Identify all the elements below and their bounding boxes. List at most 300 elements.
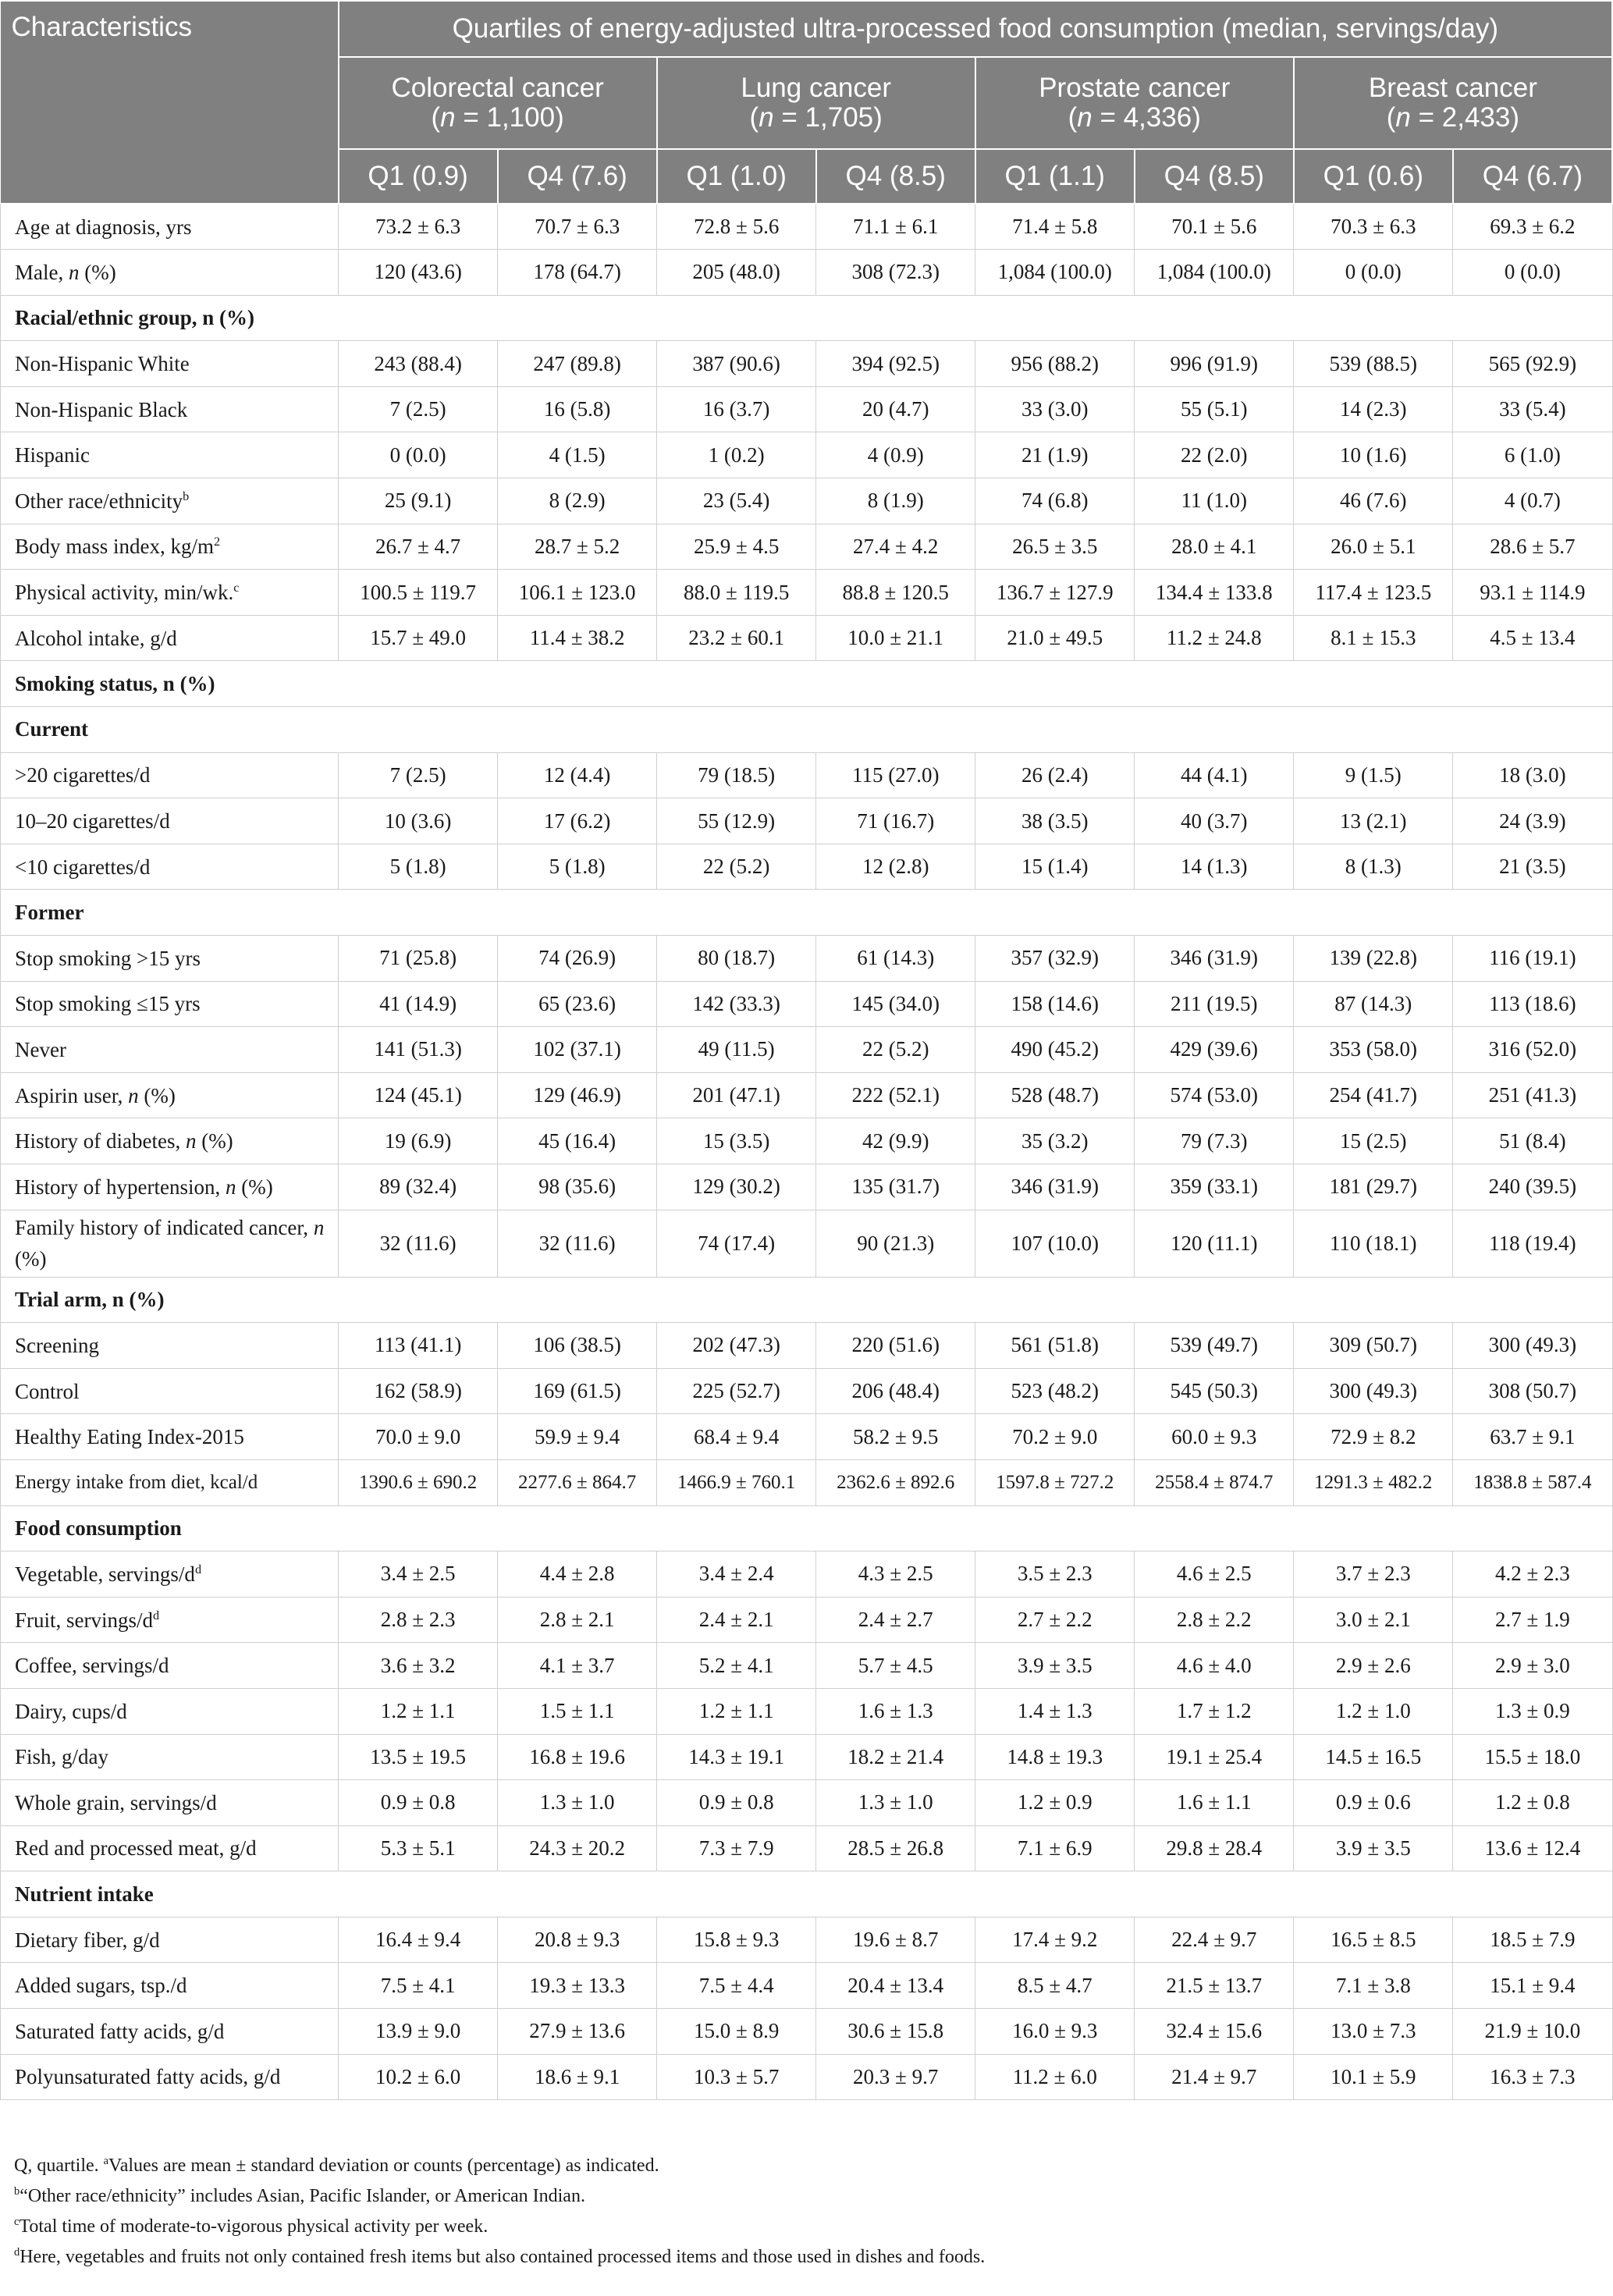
table-cell: 1.2 ± 0.9 bbox=[975, 1780, 1135, 1826]
table-cell: 11.4 ± 38.2 bbox=[498, 615, 657, 661]
table-cell: 102 (37.1) bbox=[498, 1027, 657, 1073]
table-cell: 59.9 ± 9.4 bbox=[498, 1414, 657, 1460]
table-cell: 1.4 ± 1.3 bbox=[975, 1688, 1135, 1734]
table-cell: 98 (35.6) bbox=[498, 1164, 657, 1210]
table-cell: 70.2 ± 9.0 bbox=[975, 1414, 1135, 1460]
table-cell: 21.5 ± 13.7 bbox=[1135, 1963, 1294, 2009]
table-cell: 1.3 ± 1.0 bbox=[498, 1780, 657, 1826]
table-row bbox=[1, 1597, 1613, 1643]
table-cell: 21 (1.9) bbox=[975, 432, 1135, 478]
table-body bbox=[1, 204, 1613, 2100]
table-cell: 65 (23.6) bbox=[498, 981, 657, 1027]
table-cell: 1.2 ± 1.0 bbox=[1294, 1688, 1453, 1734]
table-cell: 243 (88.4) bbox=[339, 341, 498, 387]
table-cell: 2558.4 ± 874.7 bbox=[1135, 1459, 1294, 1505]
table-cell: 7.5 ± 4.1 bbox=[339, 1963, 498, 2009]
table-cell: 0.9 ± 0.8 bbox=[657, 1780, 816, 1826]
table-cell: 87 (14.3) bbox=[1294, 981, 1453, 1027]
header-quartile: Q1 (0.9) bbox=[339, 149, 498, 204]
table-cell: 1,084 (100.0) bbox=[975, 250, 1135, 296]
table-cell: 1.3 ± 1.0 bbox=[816, 1780, 975, 1826]
table-cell: 16 (5.8) bbox=[498, 386, 657, 432]
table-cell: 0 (0.0) bbox=[339, 432, 498, 478]
table-cell: 1291.3 ± 482.2 bbox=[1294, 1459, 1453, 1505]
table-row bbox=[1, 615, 1613, 661]
table-row bbox=[1, 2054, 1613, 2100]
table-cell: 15.0 ± 8.9 bbox=[657, 2009, 816, 2055]
table-cell: 10 (1.6) bbox=[1294, 432, 1453, 478]
table-cell: 26 (2.4) bbox=[975, 752, 1135, 798]
header-quartile: Q4 (8.5) bbox=[816, 149, 975, 204]
table-cell: 539 (88.5) bbox=[1294, 341, 1453, 387]
table-cell: 16.3 ± 7.3 bbox=[1453, 2054, 1612, 2100]
table-cell: 429 (39.6) bbox=[1135, 1027, 1294, 1073]
table-cell: 1838.8 ± 587.4 bbox=[1453, 1459, 1612, 1505]
table-row bbox=[1, 1414, 1613, 1460]
footnote: $^d$Here, vegetables and fruits not only contained fresh items but also contained processed items and those used in dishes and foods. bbox=[14, 2246, 986, 2267]
table-cell: 240 (39.5) bbox=[1453, 1164, 1612, 1210]
table-cell: 15 (3.5) bbox=[657, 1118, 816, 1164]
table-cell: 27.4 ± 4.2 bbox=[816, 524, 975, 570]
table-cell: 21.4 ± 9.7 bbox=[1135, 2054, 1294, 2100]
table-cell: 16.8 ± 19.6 bbox=[498, 1734, 657, 1780]
table-cell: 22 (2.0) bbox=[1135, 432, 1294, 478]
table-row bbox=[1, 1210, 1613, 1277]
n-symbol: n bbox=[68, 260, 80, 284]
row-label: Healthy Eating Index-2015 bbox=[1, 1414, 339, 1460]
table-cell: 12 (2.8) bbox=[816, 844, 975, 890]
table-cell: 22 (5.2) bbox=[816, 1027, 975, 1073]
table-row bbox=[1, 798, 1613, 844]
table-cell: 71 (25.8) bbox=[339, 936, 498, 982]
table-cell: 6 (1.0) bbox=[1453, 432, 1612, 478]
row-label: Never bbox=[1, 1027, 339, 1073]
table-cell: 106 (38.5) bbox=[498, 1323, 657, 1369]
header-quartiles-title: Quartiles of energy-adjusted ultra-processed food consumption (median, servings/day) bbox=[339, 1, 1612, 57]
table-cell: 69.3 ± 6.2 bbox=[1453, 204, 1612, 250]
table-cell: 225 (52.7) bbox=[657, 1368, 816, 1414]
table-row bbox=[1, 432, 1613, 478]
table-cell: 4.6 ± 2.5 bbox=[1135, 1551, 1294, 1598]
table-cell: 202 (47.3) bbox=[657, 1323, 816, 1369]
table-cell: 7.3 ± 7.9 bbox=[657, 1825, 816, 1871]
table-cell: 22.4 ± 9.7 bbox=[1135, 1917, 1294, 1963]
table-cell: 136.7 ± 127.9 bbox=[975, 570, 1135, 616]
table-cell: 2.8 ± 2.2 bbox=[1135, 1597, 1294, 1643]
footnote: $^c$Total time of moderate-to-vigorous physical activity per week. bbox=[14, 2216, 489, 2237]
table-row bbox=[1, 844, 1613, 890]
section-row bbox=[1, 707, 1613, 753]
table-cell: 142 (33.3) bbox=[657, 981, 816, 1027]
table-cell: 1597.8 ± 727.2 bbox=[975, 1459, 1135, 1505]
footnote-marker: d bbox=[194, 1562, 202, 1576]
table-cell: 55 (12.9) bbox=[657, 798, 816, 844]
row-label: Screening bbox=[1, 1323, 339, 1369]
table-cell: 18.2 ± 21.4 bbox=[816, 1734, 975, 1780]
table-cell: 956 (88.2) bbox=[975, 341, 1135, 387]
table-cell: 0.9 ± 0.8 bbox=[339, 1780, 498, 1826]
table-cell: 115 (27.0) bbox=[816, 752, 975, 798]
table-row bbox=[1, 1118, 1613, 1164]
table-cell: 308 (72.3) bbox=[816, 250, 975, 296]
header-quartile: Q1 (0.6) bbox=[1294, 149, 1453, 204]
row-label: Dairy, cups/d bbox=[1, 1688, 339, 1734]
table-row bbox=[1, 250, 1613, 296]
table-cell: 490 (45.2) bbox=[975, 1027, 1135, 1073]
table-cell: 5.3 ± 5.1 bbox=[339, 1825, 498, 1871]
table-cell: 117.4 ± 123.5 bbox=[1294, 570, 1453, 616]
table-cell: 106.1 ± 123.0 bbox=[498, 570, 657, 616]
table-cell: 4.2 ± 2.3 bbox=[1453, 1551, 1612, 1598]
row-label: Saturated fatty acids, g/d bbox=[1, 2009, 339, 2055]
table-cell: 61 (14.3) bbox=[816, 936, 975, 982]
table-cell: 220 (51.6) bbox=[816, 1323, 975, 1369]
group-n: (n = 1,705) bbox=[749, 102, 883, 133]
row-label: Red and processed meat, g/d bbox=[1, 1825, 339, 1871]
n-symbol: n bbox=[440, 102, 456, 133]
table-cell: 2277.6 ± 864.7 bbox=[498, 1459, 657, 1505]
table-cell: 8 (1.3) bbox=[1294, 844, 1453, 890]
table-cell: 178 (64.7) bbox=[498, 250, 657, 296]
table-cell: 28.7 ± 5.2 bbox=[498, 524, 657, 570]
table-row bbox=[1, 478, 1613, 524]
table-cell: 90 (21.3) bbox=[816, 1210, 975, 1277]
table-cell: 23 (5.4) bbox=[657, 478, 816, 524]
table-cell: 63.7 ± 9.1 bbox=[1453, 1414, 1612, 1460]
table-cell: 3.4 ± 2.5 bbox=[339, 1551, 498, 1598]
table-cell: 16.5 ± 8.5 bbox=[1294, 1917, 1453, 1963]
table-cell: 42 (9.9) bbox=[816, 1118, 975, 1164]
table-cell: 247 (89.8) bbox=[498, 341, 657, 387]
row-label: Non-Hispanic Black bbox=[1, 386, 339, 432]
table-cell: 20.3 ± 9.7 bbox=[816, 2054, 975, 2100]
table-cell: 7 (2.5) bbox=[339, 386, 498, 432]
table-cell: 107 (10.0) bbox=[975, 1210, 1135, 1277]
table-cell: 10.0 ± 21.1 bbox=[816, 615, 975, 661]
table-cell: 74 (17.4) bbox=[657, 1210, 816, 1277]
table-cell: 45 (16.4) bbox=[498, 1118, 657, 1164]
table-cell: 93.1 ± 114.9 bbox=[1453, 570, 1612, 616]
table-cell: 2.4 ± 2.7 bbox=[816, 1597, 975, 1643]
table-cell: 8.1 ± 15.3 bbox=[1294, 615, 1453, 661]
n-symbol: n bbox=[1395, 102, 1411, 133]
table-cell: 10.2 ± 6.0 bbox=[339, 2054, 498, 2100]
table-cell: 4.6 ± 4.0 bbox=[1135, 1643, 1294, 1689]
table-cell: 23.2 ± 60.1 bbox=[657, 615, 816, 661]
header-group-cancer bbox=[657, 57, 975, 149]
table-cell: 134.4 ± 133.8 bbox=[1135, 570, 1294, 616]
table-cell: 88.8 ± 120.5 bbox=[816, 570, 975, 616]
table-row bbox=[1, 1027, 1613, 1073]
table-cell: 129 (46.9) bbox=[498, 1072, 657, 1118]
table-cell: 2362.6 ± 892.6 bbox=[816, 1459, 975, 1505]
table-cell: 7.1 ± 3.8 bbox=[1294, 1963, 1453, 2009]
table-cell: 18 (3.0) bbox=[1453, 752, 1612, 798]
row-label: History of diabetes, n (%) bbox=[1, 1118, 339, 1164]
table-cell: 19.6 ± 8.7 bbox=[816, 1917, 975, 1963]
footnote: Q, quartile. $^a$Values are mean ± standard deviation or counts (percentage) as indicated. bbox=[14, 2155, 659, 2176]
table-cell: 38 (3.5) bbox=[975, 798, 1135, 844]
table-cell: 3.9 ± 3.5 bbox=[975, 1643, 1135, 1689]
table-cell: 11.2 ± 6.0 bbox=[975, 2054, 1135, 2100]
table-cell: 14.5 ± 16.5 bbox=[1294, 1734, 1453, 1780]
table-row bbox=[1, 981, 1613, 1027]
row-label: >20 cigarettes/d bbox=[1, 752, 339, 798]
table-cell: 13.0 ± 7.3 bbox=[1294, 2009, 1453, 2055]
table-cell: 21.9 ± 10.0 bbox=[1453, 2009, 1612, 2055]
row-label: Physical activity, min/wk.$^c$ bbox=[1, 570, 339, 616]
row-label: Body mass index, $kg/m^2$ bbox=[1, 524, 339, 570]
table-cell: 561 (51.8) bbox=[975, 1323, 1135, 1369]
footnotes bbox=[14, 2151, 1598, 2273]
table-cell: 359 (33.1) bbox=[1135, 1164, 1294, 1210]
table-cell: 15 (1.4) bbox=[975, 844, 1135, 890]
table-row bbox=[1, 1780, 1613, 1826]
table-cell: 3.4 ± 2.4 bbox=[657, 1551, 816, 1598]
table-cell: 129 (30.2) bbox=[657, 1164, 816, 1210]
row-label: Polyunsaturated fatty acids, g/d bbox=[1, 2054, 339, 2100]
table-cell: 1.6 ± 1.3 bbox=[816, 1688, 975, 1734]
table-header bbox=[1, 1, 1613, 204]
table-cell: 139 (22.8) bbox=[1294, 936, 1453, 982]
table-cell: 21 (3.5) bbox=[1453, 844, 1612, 890]
table-cell: 13.5 ± 19.5 bbox=[339, 1734, 498, 1780]
table-cell: 10 (3.6) bbox=[339, 798, 498, 844]
table-cell: 120 (43.6) bbox=[339, 250, 498, 296]
table-cell: 0.9 ± 0.6 bbox=[1294, 1780, 1453, 1826]
table-cell: 222 (52.1) bbox=[816, 1072, 975, 1118]
table-cell: 21.0 ± 49.5 bbox=[975, 615, 1135, 661]
footnote-marker: b bbox=[183, 489, 190, 503]
table-cell: 11.2 ± 24.8 bbox=[1135, 615, 1294, 661]
row-label: History of hypertension, n (%) bbox=[1, 1164, 339, 1210]
table-cell: 24.3 ± 20.2 bbox=[498, 1825, 657, 1871]
table-cell: 4 (1.5) bbox=[498, 432, 657, 478]
table-cell: 16.0 ± 9.3 bbox=[975, 2009, 1135, 2055]
table-cell: 100.5 ± 119.7 bbox=[339, 570, 498, 616]
table-cell: 1 (0.2) bbox=[657, 432, 816, 478]
table-cell: 72.8 ± 5.6 bbox=[657, 204, 816, 250]
table-cell: 135 (31.7) bbox=[816, 1164, 975, 1210]
table-cell: 3.5 ± 2.3 bbox=[975, 1551, 1135, 1598]
table-cell: 14.3 ± 19.1 bbox=[657, 1734, 816, 1780]
table-cell: 15 (2.5) bbox=[1294, 1118, 1453, 1164]
table-cell: 201 (47.1) bbox=[657, 1072, 816, 1118]
table-cell: 20.8 ± 9.3 bbox=[498, 1917, 657, 1963]
table-cell: 40 (3.7) bbox=[1135, 798, 1294, 844]
table-cell: 539 (49.7) bbox=[1135, 1323, 1294, 1369]
header-group-cancer bbox=[1294, 57, 1612, 149]
row-label: Dietary fiber, g/d bbox=[1, 1917, 339, 1963]
table-cell: 22 (5.2) bbox=[657, 844, 816, 890]
table-cell: 70.0 ± 9.0 bbox=[339, 1414, 498, 1460]
table-cell: 19.3 ± 13.3 bbox=[498, 1963, 657, 2009]
table-cell: 15.5 ± 18.0 bbox=[1453, 1734, 1612, 1780]
table-cell: 8 (2.9) bbox=[498, 478, 657, 524]
table-cell: 1466.9 ± 760.1 bbox=[657, 1459, 816, 1505]
footnote-marker: a bbox=[103, 2155, 109, 2167]
group-n: (n = 4,336) bbox=[1068, 102, 1201, 133]
table-cell: 10.3 ± 5.7 bbox=[657, 2054, 816, 2100]
table-row bbox=[1, 2009, 1613, 2055]
table-cell: 118 (19.4) bbox=[1453, 1210, 1612, 1277]
table-row bbox=[1, 1688, 1613, 1734]
table-cell: 996 (91.9) bbox=[1135, 341, 1294, 387]
table-cell: 1.3 ± 0.9 bbox=[1453, 1688, 1612, 1734]
table-cell: 254 (41.7) bbox=[1294, 1072, 1453, 1118]
group-name: Breast cancer bbox=[1368, 73, 1537, 103]
table-cell: 2.8 ± 2.3 bbox=[339, 1597, 498, 1643]
table-cell: 73.2 ± 6.3 bbox=[339, 204, 498, 250]
table-cell: 15.1 ± 9.4 bbox=[1453, 1963, 1612, 2009]
row-label: Vegetable, servings/$d^d$ bbox=[1, 1551, 339, 1598]
table-cell: 2.8 ± 2.1 bbox=[498, 1597, 657, 1643]
table-cell: 205 (48.0) bbox=[657, 250, 816, 296]
table-cell: 70.1 ± 5.6 bbox=[1135, 204, 1294, 250]
table-cell: 18.5 ± 7.9 bbox=[1453, 1917, 1612, 1963]
table-row bbox=[1, 1643, 1613, 1689]
section-label: Former bbox=[1, 890, 1613, 936]
table-cell: 387 (90.6) bbox=[657, 341, 816, 387]
header-quartile: Q1 (1.1) bbox=[975, 149, 1135, 204]
table-cell: 8 (1.9) bbox=[816, 478, 975, 524]
table-cell: 10.1 ± 5.9 bbox=[1294, 2054, 1453, 2100]
table-cell: 5.7 ± 4.5 bbox=[816, 1643, 975, 1689]
table-row bbox=[1, 1825, 1613, 1871]
table-cell: 574 (53.0) bbox=[1135, 1072, 1294, 1118]
table-cell: 19.1 ± 25.4 bbox=[1135, 1734, 1294, 1780]
table-cell: 72.9 ± 8.2 bbox=[1294, 1414, 1453, 1460]
section-row bbox=[1, 1871, 1613, 1917]
group-name: Colorectal cancer bbox=[391, 73, 604, 103]
table-cell: 71 (16.7) bbox=[816, 798, 975, 844]
table-cell: 18.6 ± 9.1 bbox=[498, 2054, 657, 2100]
table-cell: 308 (50.7) bbox=[1453, 1368, 1612, 1414]
section-label: Food consumption bbox=[1, 1505, 1613, 1551]
table-cell: 17.4 ± 9.2 bbox=[975, 1917, 1135, 1963]
table-cell: 49 (11.5) bbox=[657, 1027, 816, 1073]
table-cell: 4.5 ± 13.4 bbox=[1453, 615, 1612, 661]
table-cell: 0 (0.0) bbox=[1453, 250, 1612, 296]
table-row bbox=[1, 1323, 1613, 1369]
table-cell: 41 (14.9) bbox=[339, 981, 498, 1027]
table-cell: 2.7 ± 2.2 bbox=[975, 1597, 1135, 1643]
table-cell: 13.6 ± 12.4 bbox=[1453, 1825, 1612, 1871]
table-cell: 89 (32.4) bbox=[339, 1164, 498, 1210]
table-cell: 79 (7.3) bbox=[1135, 1118, 1294, 1164]
table-cell: 3.6 ± 3.2 bbox=[339, 1643, 498, 1689]
n-symbol: n bbox=[185, 1129, 197, 1153]
table-cell: 141 (51.3) bbox=[339, 1027, 498, 1073]
table-cell: 346 (31.9) bbox=[975, 1164, 1135, 1210]
table-cell: 5 (1.8) bbox=[339, 844, 498, 890]
table-cell: 3.7 ± 2.3 bbox=[1294, 1551, 1453, 1598]
group-name: Lung cancer bbox=[741, 73, 891, 103]
section-row bbox=[1, 1505, 1613, 1551]
table-cell: 28.0 ± 4.1 bbox=[1135, 524, 1294, 570]
table-cell: 35 (3.2) bbox=[975, 1118, 1135, 1164]
table-cell: 32 (11.6) bbox=[498, 1210, 657, 1277]
header-quartile: Q4 (7.6) bbox=[498, 149, 657, 204]
row-label: Whole grain, servings/d bbox=[1, 1780, 339, 1826]
header-quartile: Q4 (8.5) bbox=[1135, 149, 1294, 204]
section-label: Trial arm, n (%) bbox=[1, 1277, 1613, 1323]
table-cell: 5 (1.8) bbox=[498, 844, 657, 890]
table-cell: 300 (49.3) bbox=[1453, 1323, 1612, 1369]
table-cell: 20.4 ± 13.4 bbox=[816, 1963, 975, 2009]
table-cell: 11 (1.0) bbox=[1135, 478, 1294, 524]
table-cell: 346 (31.9) bbox=[1135, 936, 1294, 982]
table-cell: 71.1 ± 6.1 bbox=[816, 204, 975, 250]
table-cell: 2.9 ± 3.0 bbox=[1453, 1643, 1612, 1689]
table-cell: 14 (1.3) bbox=[1135, 844, 1294, 890]
table-row bbox=[1, 1459, 1613, 1505]
table-cell: 4 (0.9) bbox=[816, 432, 975, 478]
table-cell: 211 (19.5) bbox=[1135, 981, 1294, 1027]
table-cell: 14.8 ± 19.3 bbox=[975, 1734, 1135, 1780]
footnote-marker: d bbox=[153, 1608, 160, 1622]
row-label: Family history of indicated cancer, n (%) bbox=[1, 1210, 339, 1277]
table-cell: 70.3 ± 6.3 bbox=[1294, 204, 1453, 250]
table-cell: 27.9 ± 13.6 bbox=[498, 2009, 657, 2055]
table-cell: 116 (19.1) bbox=[1453, 936, 1612, 982]
table-cell: 124 (45.1) bbox=[339, 1072, 498, 1118]
table-cell: 3.0 ± 2.1 bbox=[1294, 1597, 1453, 1643]
table-cell: 51 (8.4) bbox=[1453, 1118, 1612, 1164]
table-cell: 58.2 ± 9.5 bbox=[816, 1414, 975, 1460]
footnote-marker: d bbox=[14, 2246, 20, 2259]
table-row bbox=[1, 204, 1613, 250]
table-cell: 15.7 ± 49.0 bbox=[339, 615, 498, 661]
table-cell: 26.7 ± 4.7 bbox=[339, 524, 498, 570]
table-row bbox=[1, 936, 1613, 982]
row-label: Age at diagnosis, yrs bbox=[1, 204, 339, 250]
n-symbol: n bbox=[128, 1083, 139, 1107]
table-row bbox=[1, 1368, 1613, 1414]
footnote-marker: b bbox=[14, 2185, 20, 2198]
table-cell: 1390.6 ± 690.2 bbox=[339, 1459, 498, 1505]
section-label: Smoking status, n (%) bbox=[1, 661, 1613, 707]
table-cell: 206 (48.4) bbox=[816, 1368, 975, 1414]
table-cell: 1.7 ± 1.2 bbox=[1135, 1688, 1294, 1734]
table-cell: 74 (6.8) bbox=[975, 478, 1135, 524]
table-cell: 1.2 ± 1.1 bbox=[657, 1688, 816, 1734]
row-label: Hispanic bbox=[1, 432, 339, 478]
footnote-marker: 2 bbox=[214, 535, 221, 549]
table-cell: 88.0 ± 119.5 bbox=[657, 570, 816, 616]
table-cell: 32.4 ± 15.6 bbox=[1135, 2009, 1294, 2055]
n-symbol: n bbox=[759, 102, 774, 133]
table-cell: 353 (58.0) bbox=[1294, 1027, 1453, 1073]
table-cell: 5.2 ± 4.1 bbox=[657, 1643, 816, 1689]
table-cell: 181 (29.7) bbox=[1294, 1164, 1453, 1210]
section-row bbox=[1, 661, 1613, 707]
table-cell: 251 (41.3) bbox=[1453, 1072, 1612, 1118]
row-label: Fruit, servings/$d^d$ bbox=[1, 1597, 339, 1643]
table-cell: 55 (5.1) bbox=[1135, 386, 1294, 432]
table-cell: 113 (18.6) bbox=[1453, 981, 1612, 1027]
header-quartile: Q4 (6.7) bbox=[1453, 149, 1612, 204]
row-label: Non-Hispanic White bbox=[1, 341, 339, 387]
table-cell: 545 (50.3) bbox=[1135, 1368, 1294, 1414]
table-cell: 68.4 ± 9.4 bbox=[657, 1414, 816, 1460]
table-cell: 26.5 ± 3.5 bbox=[975, 524, 1135, 570]
table-cell: 1.6 ± 1.1 bbox=[1135, 1780, 1294, 1826]
table-cell: 9 (1.5) bbox=[1294, 752, 1453, 798]
table-cell: 4 (0.7) bbox=[1453, 478, 1612, 524]
header-quartile: Q1 (1.0) bbox=[657, 149, 816, 204]
row-label: Added sugars, tsp./d bbox=[1, 1963, 339, 2009]
